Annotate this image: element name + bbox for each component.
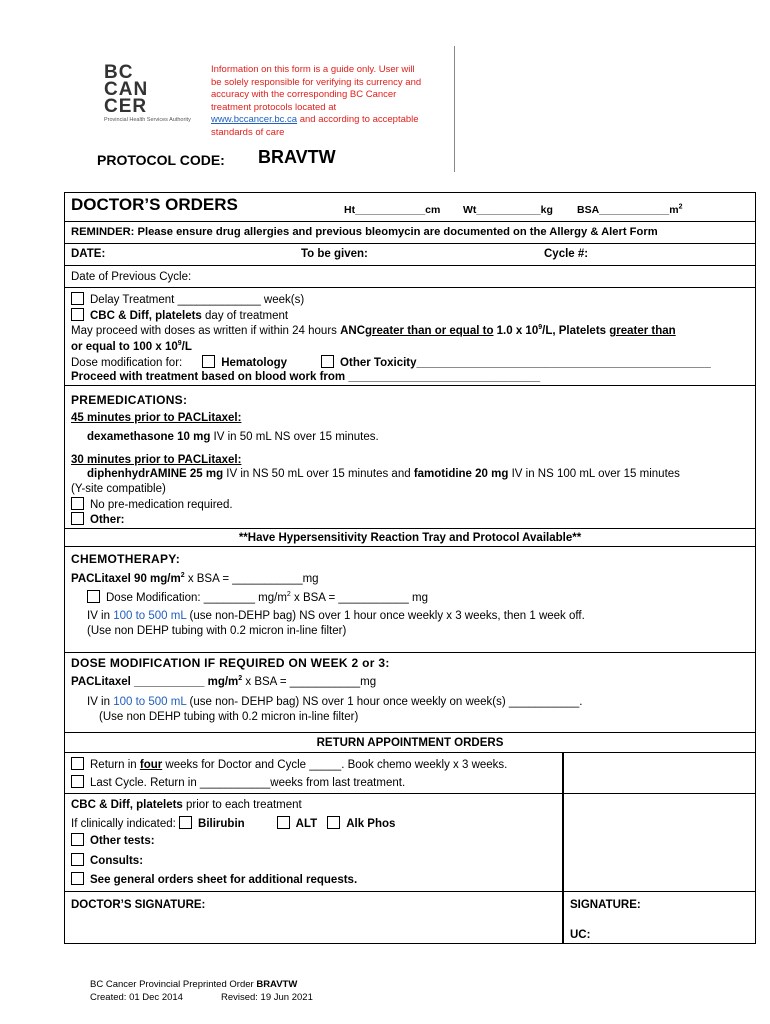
other-tests-checkbox[interactable]: [71, 833, 84, 846]
height-field[interactable]: Ht____________cm: [344, 204, 441, 216]
dosemod2-heading: DOSE MODIFICATION IF REQUIRED ON WEEK 2 or 3:: [71, 656, 390, 670]
return-four-line: Return in four weeks for Doctor and Cycle _____. Book chemo weekly x 3 weeks.: [71, 757, 507, 772]
reminder-row: [64, 222, 756, 244]
other-premed-checkbox[interactable]: [71, 512, 84, 525]
cbc-text: CBC & Diff, platelets: [90, 310, 202, 322]
dosemod2-iv-line: IV in 100 to 500 mL (use non- DEHP bag) NS over 1 hour once weekly on week(s) ___________.: [87, 696, 583, 708]
hematology-checkbox[interactable]: [202, 355, 215, 368]
may-proceed-line: May proceed with doses as written if within 24 hours ANCgreater than or equal to 1.0 x $10^9/L$, Platelets greater than: [71, 324, 676, 337]
dosemod2-section: [64, 653, 756, 733]
general-orders-line: See general orders sheet for additional requests.: [71, 872, 357, 887]
disclaimer-line: treatment protocols located at: [211, 101, 337, 113]
uc-label[interactable]: UC:: [570, 929, 591, 941]
bc-cancer-logo: [104, 64, 204, 123]
proceed-line[interactable]: Proceed with treatment based on blood work from ______________________________: [71, 371, 541, 383]
no-premed-line: No pre-medication required.: [71, 497, 233, 512]
diph-line: diphenhydrAMINE 25 mg IV in NS 50 mL over 15 minutes and famotidine 20 mg IV in NS 100 mL over 15 minutes: [87, 468, 680, 480]
date-row: [64, 244, 756, 266]
footer-line-2: [90, 991, 313, 1004]
protocol-code: BRAVTW: [258, 147, 336, 167]
disclaimer-line: standards of care: [211, 126, 285, 138]
no-premed-checkbox[interactable]: [71, 497, 84, 510]
disclaimer-line: Information on this form is a guide only. User will: [211, 64, 415, 75]
header-divider: [454, 46, 455, 172]
premed-section: [64, 386, 756, 529]
dosemod2-tubing-line: (Use non DEHP tubing with 0.2 micron in-line filter): [99, 711, 359, 723]
last-cycle-checkbox[interactable]: [71, 775, 84, 788]
chemo-section: [64, 547, 756, 653]
delay-text: Delay Treatment _____________ week(s): [90, 294, 305, 306]
return-heading-row: [64, 733, 756, 753]
protocol-label: PROTOCOL CODE:: [97, 152, 225, 168]
logo-line-2: CAN: [104, 79, 149, 100]
date-label[interactable]: DATE:: [71, 248, 106, 260]
orders-title-row: [64, 192, 756, 222]
prev-cycle-row: [64, 266, 756, 288]
paclitaxel-line: PACLitaxel 90 $mg/m^2$ x BSA = ___________mg: [71, 572, 319, 585]
cbc-each-line: CBC & Diff, platelets prior to each treatment: [71, 799, 302, 811]
dose-mod-line: Dose modification for: Hematology Other Toxicity______________________________________________: [71, 357, 711, 369]
dose-mod-checkbox[interactable]: [87, 590, 100, 603]
revised-date: Revised: 19 Jun 2021: [220, 992, 313, 1003]
logo-subtitle: Provincial Health Services Authority: [104, 117, 191, 123]
other-premed-line: Other:: [71, 512, 125, 527]
tests-right-cell[interactable]: [562, 794, 564, 892]
logo-line-3: CER: [104, 96, 148, 117]
cycle-label[interactable]: Cycle #:: [544, 248, 589, 260]
consults-checkbox[interactable]: [71, 853, 84, 866]
premed-sub-30: 30 minutes prior to PACLitaxel:: [71, 454, 242, 466]
return-heading: RETURN APPOINTMENT ORDERS: [316, 737, 504, 749]
cbc-checkbox[interactable]: [71, 308, 84, 321]
platelets-line: or equal to 100 x $10^9/L$: [71, 340, 192, 353]
reminder-text: REMINDER: Please ensure drug allergies and previous bleomycin are documented on the Allergy & Alert Form: [71, 226, 658, 238]
dosemod2-pac-line: PACLitaxel ___________ $mg/m^2$ x BSA = ___________mg: [71, 675, 377, 688]
alk-phos-checkbox[interactable]: [327, 816, 340, 829]
chemo-heading: CHEMOTHERAPY:: [71, 552, 181, 566]
platelets-gt: greater than: [609, 325, 676, 337]
bilirubin-checkbox[interactable]: [179, 816, 192, 829]
created-date: Created: 01 Dec 2014: [90, 992, 183, 1003]
dex-line: dexamethasone 10 mg IV in 50 mL NS over 15 minutes.: [87, 431, 379, 443]
bsa-field[interactable]: $BSA\_\_\_\_\_\_\_\_\_\_\_\_m^2$: [577, 203, 683, 216]
signature-divider: [562, 892, 564, 944]
clinically-line: If clinically indicated: Bilirubin ALT Alk Phos: [71, 818, 396, 830]
disclaimer-text: and according to acceptable: [297, 114, 419, 125]
signature-label[interactable]: SIGNATURE:: [570, 899, 641, 911]
premed-heading: PREMEDICATIONS:: [71, 393, 188, 407]
delay-line: [71, 292, 304, 307]
doctor-signature-label[interactable]: DOCTOR’S SIGNATURE:: [71, 899, 206, 911]
prev-cycle-label[interactable]: Date of Previous Cycle:: [71, 271, 192, 283]
chemo-tubing-line: (Use non DEHP tubing with 0.2 micron in-line filter): [87, 625, 347, 637]
dose-mod-chemo-line: Dose Modification: ________ $mg/m^2$ x BSA = ___________ mg: [87, 590, 428, 605]
return-options-row: [64, 753, 756, 794]
other-toxicity-checkbox[interactable]: [321, 355, 334, 368]
alt-checkbox[interactable]: [277, 816, 290, 829]
general-orders-checkbox[interactable]: [71, 872, 84, 885]
cbc-line: CBC & Diff, platelets day of treatment: [71, 308, 288, 323]
weight-field[interactable]: Wt___________kg: [463, 204, 553, 216]
orders-title: DOCTOR’S ORDERS: [71, 195, 238, 214]
delay-checkbox[interactable]: [71, 292, 84, 305]
signature-row: [64, 892, 756, 944]
treatment-row: [64, 288, 756, 386]
return-right-cell[interactable]: [562, 753, 564, 794]
to-be-given-label[interactable]: To be given:: [301, 248, 368, 260]
return-four-checkbox[interactable]: [71, 757, 84, 770]
bccancer-link[interactable]: www.bccancer.bc.ca: [211, 114, 298, 125]
other-tests-line: Other tests:: [71, 833, 155, 848]
disclaimer-line: be solely responsible for verifying its currency and: [211, 76, 422, 88]
chemo-iv-line: IV in 100 to 500 mL (use non-DEHP bag) NS over 1 hour once weekly x 3 weeks, then 1 week off.: [87, 610, 585, 622]
disclaimer-line: [211, 114, 421, 127]
logo-line-1: BC: [104, 62, 134, 83]
ysite-line: (Y-site compatible): [71, 483, 166, 495]
hypersensitivity-row: [64, 529, 756, 547]
consults-line: Consults:: [71, 853, 143, 868]
premed-sub-45: 45 minutes prior to PACLitaxel:: [71, 412, 242, 424]
disclaimer: [211, 64, 421, 139]
disclaimer-line: accuracy with the corresponding BC Cancer: [211, 89, 397, 100]
footer: [90, 978, 313, 1004]
hypersensitivity-text: **Have Hypersensitivity Reaction Tray and Protocol Available**: [238, 532, 582, 544]
footer-line-1: BC Cancer Provincial Preprinted Order BRAVTW: [90, 979, 298, 990]
last-cycle-line: Last Cycle. Return in ___________weeks from last treatment.: [71, 775, 405, 790]
return-tests-row: [64, 794, 756, 892]
